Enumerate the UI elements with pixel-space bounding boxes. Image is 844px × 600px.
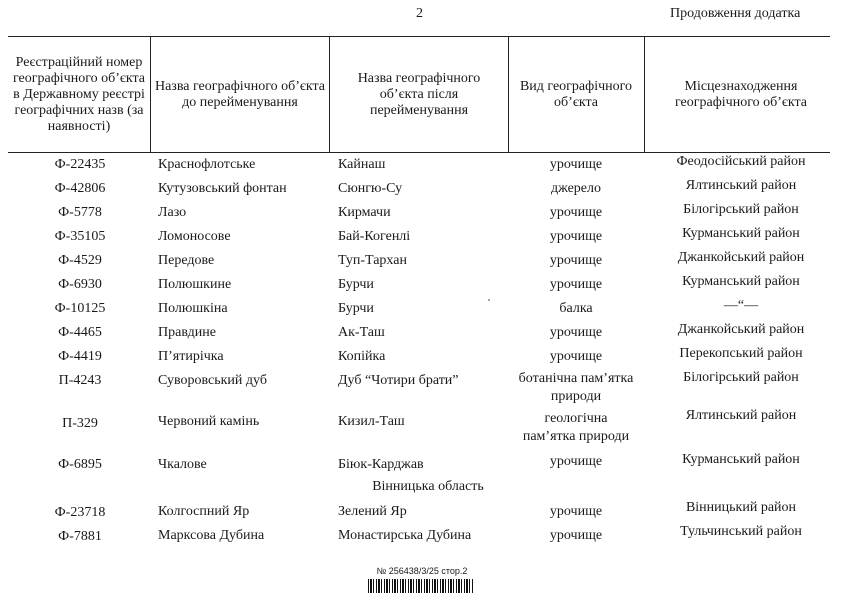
location-ditto-mark: —“—: [723, 298, 759, 313]
new-name: Кайнаш: [338, 157, 386, 172]
object-type: урочище: [549, 325, 603, 340]
old-name: Марксова Дубина: [158, 528, 265, 543]
location: Перекопський район: [679, 346, 803, 361]
object-type: урочище: [549, 229, 603, 244]
registration-number: Ф-4419: [58, 349, 102, 364]
new-name: Монастирська Дубина: [338, 528, 472, 543]
object-type: урочище: [549, 349, 603, 364]
registration-number: Ф-23718: [54, 505, 106, 520]
object-type: урочище: [549, 454, 603, 469]
new-name: Кизил-Таш: [338, 414, 405, 429]
new-name: Біюк-Карджав: [338, 457, 424, 472]
new-name: Сюнгю-Су: [338, 181, 403, 196]
new-name: Туп-Тархан: [338, 253, 407, 268]
registration-number: Ф-35105: [54, 229, 106, 244]
old-name: Червоний камінь: [158, 414, 260, 429]
old-name: Лазо: [158, 205, 187, 220]
header-top-rule: [8, 36, 830, 37]
old-name: Краснофлотське: [158, 157, 256, 172]
region-heading: Вінницька область: [372, 479, 484, 494]
new-name: Зелений Яр: [338, 504, 407, 519]
object-type: урочище: [549, 253, 603, 268]
location: Курманський район: [682, 452, 800, 467]
location: Білогірський район: [683, 202, 799, 217]
column-divider: [150, 36, 151, 153]
location: Вінницький район: [685, 500, 797, 515]
registration-number: Ф-4529: [58, 253, 102, 268]
column-header-object-type: Вид географічного об’єкта: [519, 79, 633, 110]
new-name: Бурчи: [338, 277, 374, 292]
new-name: Бурчи: [338, 301, 374, 316]
new-name: Ак-Таш: [338, 325, 385, 340]
object-type-line: пам’ятка природи: [522, 429, 630, 444]
old-name: Полюшкіна: [158, 301, 228, 316]
old-name: Чкалове: [158, 457, 207, 472]
object-type: урочище: [549, 157, 603, 172]
registration-number: Ф-6895: [58, 457, 102, 472]
column-divider: [329, 36, 330, 153]
registration-number: Ф-4465: [58, 325, 102, 340]
object-type: урочище: [549, 528, 603, 543]
old-name: Полюшкине: [158, 277, 232, 292]
column-header-location: Місцезнаходження географічного об’єкта: [674, 79, 808, 110]
document-number: № 256438/3/25 стор.2: [376, 566, 468, 576]
old-name: Передове: [158, 253, 215, 268]
location: Білогірський район: [683, 370, 799, 385]
page-number: 2: [416, 6, 423, 21]
object-type: урочище: [549, 277, 603, 292]
location: Курманський район: [682, 226, 800, 241]
registration-number: Ф-10125: [54, 301, 106, 316]
continuation-title: Продовження додатка: [670, 6, 801, 21]
new-name: Кирмачи: [338, 205, 391, 220]
new-name: Дуб “Чотири брати”: [338, 373, 459, 388]
new-name: Бай-Когенлі: [338, 229, 411, 244]
location: Джанкойський район: [677, 322, 805, 337]
new-name: Копійка: [338, 349, 386, 364]
object-type: балка: [559, 301, 593, 316]
old-name: П’ятирічка: [158, 349, 224, 364]
object-type-line: ботанічна пам’ятка: [518, 371, 634, 386]
old-name: Кутузовський фонтан: [158, 181, 287, 196]
column-divider: [508, 36, 509, 153]
location: Ялтинський район: [685, 408, 797, 423]
object-type-line: геологічна: [544, 411, 608, 426]
column-header-old-name: Назва географічного об’єкта до перейменування: [154, 79, 326, 110]
registration-number: Ф-7881: [58, 529, 102, 544]
registration-number: Ф-42806: [54, 181, 106, 196]
column-divider: [644, 36, 645, 153]
location: Джанкойський район: [677, 250, 805, 265]
object-type: джерело: [550, 181, 602, 196]
location: Курманський район: [682, 274, 800, 289]
old-name: Колгоспний Яр: [158, 504, 250, 519]
registration-number: Ф-6930: [58, 277, 102, 292]
registration-number: П-4243: [58, 373, 102, 388]
object-type: урочище: [549, 205, 603, 220]
column-header-new-name: Назва географічного об’єкта після перейменування: [357, 71, 481, 118]
registration-number: Ф-5778: [58, 205, 102, 220]
old-name: Суворовський дуб: [158, 373, 267, 388]
old-name: Правдине: [158, 325, 216, 340]
object-type-line: природи: [550, 389, 602, 404]
location: Тульчинський район: [680, 524, 802, 539]
scan-speck: [488, 299, 490, 301]
object-type: урочище: [549, 504, 603, 519]
registration-number: Ф-22435: [54, 157, 106, 172]
registration-number: П-329: [62, 416, 98, 431]
location: Ялтинський район: [685, 178, 797, 193]
location: Феодосійський район: [676, 154, 806, 169]
old-name: Ломоносове: [158, 229, 231, 244]
barcode: [368, 579, 474, 593]
column-header-registration-number: Реєстраційний номер географічного об’єкта в Державному реєстрі географічних назв (за наявності): [12, 55, 146, 134]
